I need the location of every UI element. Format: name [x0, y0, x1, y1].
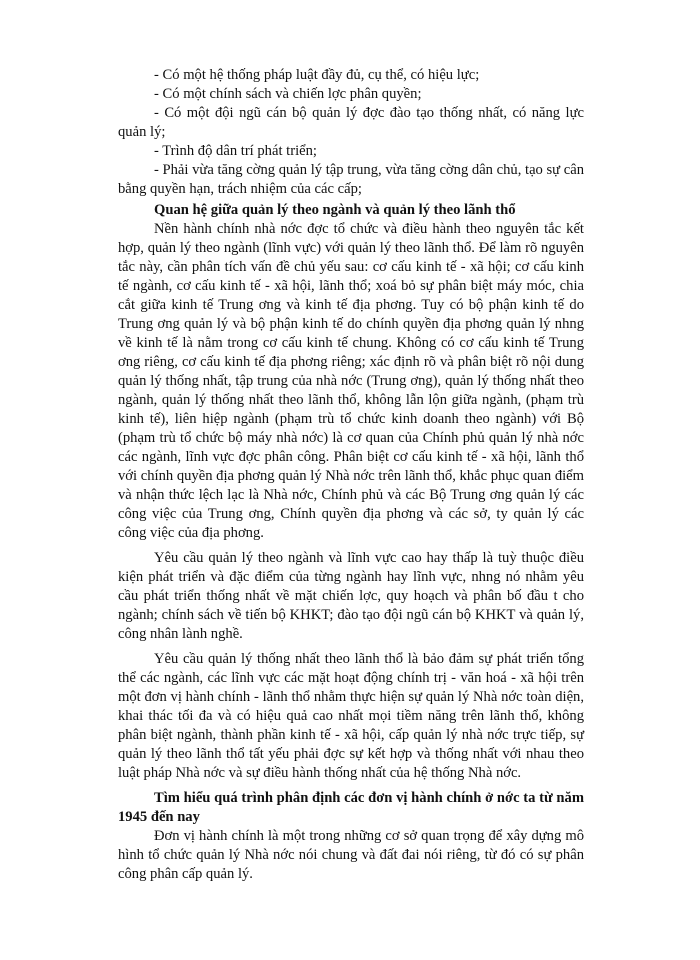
list-item: - Có một đội ngũ cán bộ quản lý đợc đào tạo thống nhất, có năng lực quản lý; [118, 105, 584, 140]
body-paragraph: Đơn vị hành chính là một trong những cơ sở quan trọng để xây dựng mô hình tổ chức quản lý Nhà nớc nói chung và đất đai nói riêng, từ đó có sự phân công phân cấp quản lý. [118, 828, 584, 882]
list-item: - Trình độ dân trí phát triển; [154, 143, 317, 159]
body-paragraph: Yêu cầu quản lý thống nhất theo lãnh thổ là bảo đảm sự phát triển tổng thể các ngành, các lĩnh vực các mặt hoạt động chính trị - văn hoá - xã hội trên một đơn vị hành chính - lãnh thổ nhằm thực hiện sự quản lý Nhà nớc toàn diện, khai thác tối đa và có hiệu quả cao nhất mọi tiềm năng trên lãnh thổ, không phân biệt ngành, thành phần kinh tế - xã hội, cấp quản lý nhà nớc trực tiếp, sự quản lý theo lãnh thổ tất yếu phải đợc sự kết hợp và thống nhất với nhau theo luật pháp Nhà nớc và sự điều hành thống nhất của hệ thống Nhà nớc. [118, 651, 584, 781]
section-heading: Tìm hiểu quá trình phân định các đơn vị hành chính ở nớc ta từ năm 1945 đến nay [118, 790, 584, 825]
list-item: - Có một chính sách và chiến lợc phân quyền; [154, 86, 422, 102]
section-heading: Quan hệ giữa quản lý theo ngành và quản lý theo lãnh thổ [154, 202, 516, 218]
list-item: - Có một hệ thống pháp luật đầy đủ, cụ thể, có hiệu lực; [154, 67, 480, 83]
document-page [118, 66, 584, 884]
list-item: - Phải vừa tăng cờng quản lý tập trung, vừa tăng cờng dân chủ, tạo sự cân bằng quyền hạn, trách nhiệm của các cấp; [118, 162, 584, 197]
body-paragraph: Yêu cầu quản lý theo ngành và lĩnh vực cao hay thấp là tuỳ thuộc điều kiện phát triển và đặc điểm của từng ngành hay lĩnh vực, nhng nó nhằm yêu cầu phát triển thống nhất về mặt chiến lợc, quy hoạch và phân bố đầu t cho ngành; chính sách về tiến bộ KHKT; đào tạo đội ngũ cán bộ KHKT và quản lý, công nhân lành nghề. [118, 550, 584, 642]
body-paragraph: Nền hành chính nhà nớc đợc tổ chức và điều hành theo nguyên tắc kết hợp, quản lý theo ngành (lĩnh vực) với quản lý theo lãnh thổ. Để làm rõ nguyên tắc này, cần phân tích vấn đề chủ yếu sau: cơ cấu kinh tế - xã hội; cơ cấu kinh tế ngành, cơ cấu kinh tế - xã hội, lãnh thổ; xoá bỏ sự phân biệt máy móc, chia cắt giữa kinh tế Trung ơng và kinh tế địa phơng. Tuy có bộ phận kinh tế do Trung ơng quản lý và bộ phận kinh tế do chính quyền địa phơng quản lý nhng về kinh tế là nằm trong cơ cấu kinh tế chung. Không có cơ cấu kinh tế Trung ơng riêng, cơ cấu kinh tế địa phơng riêng; xác định rõ và phân biệt rõ nội dung quản lý thống nhất, tập trung của nhà nớc (Trung ơng), quản lý thống nhất theo ngành, quản lý thống nhất theo lãnh thổ, không lẫn lộn giữa ngành, (phạm trù kinh tế), liên hiệp ngành (phạm trù tổ chức kinh doanh theo ngành) với Bộ (phạm trù tổ chức bộ máy nhà nớc) là cơ quan của Chính phủ quản lý nhà nớc các ngành, lĩnh vực đợc phân công. Phân biệt cơ cấu kinh tế - xã hội, lãnh thổ với chính quyền địa phơng quản lý Nhà nớc trên lãnh thổ, khắc phục quan điểm và nhận thức lệch lạc là Nhà nớc, Chính phủ và các Bộ Trung ơng quản lý các công việc của Trung ơng, Chính quyền địa phơng và các sở, ty quản lý các công việc của địa phơng. [118, 221, 584, 541]
